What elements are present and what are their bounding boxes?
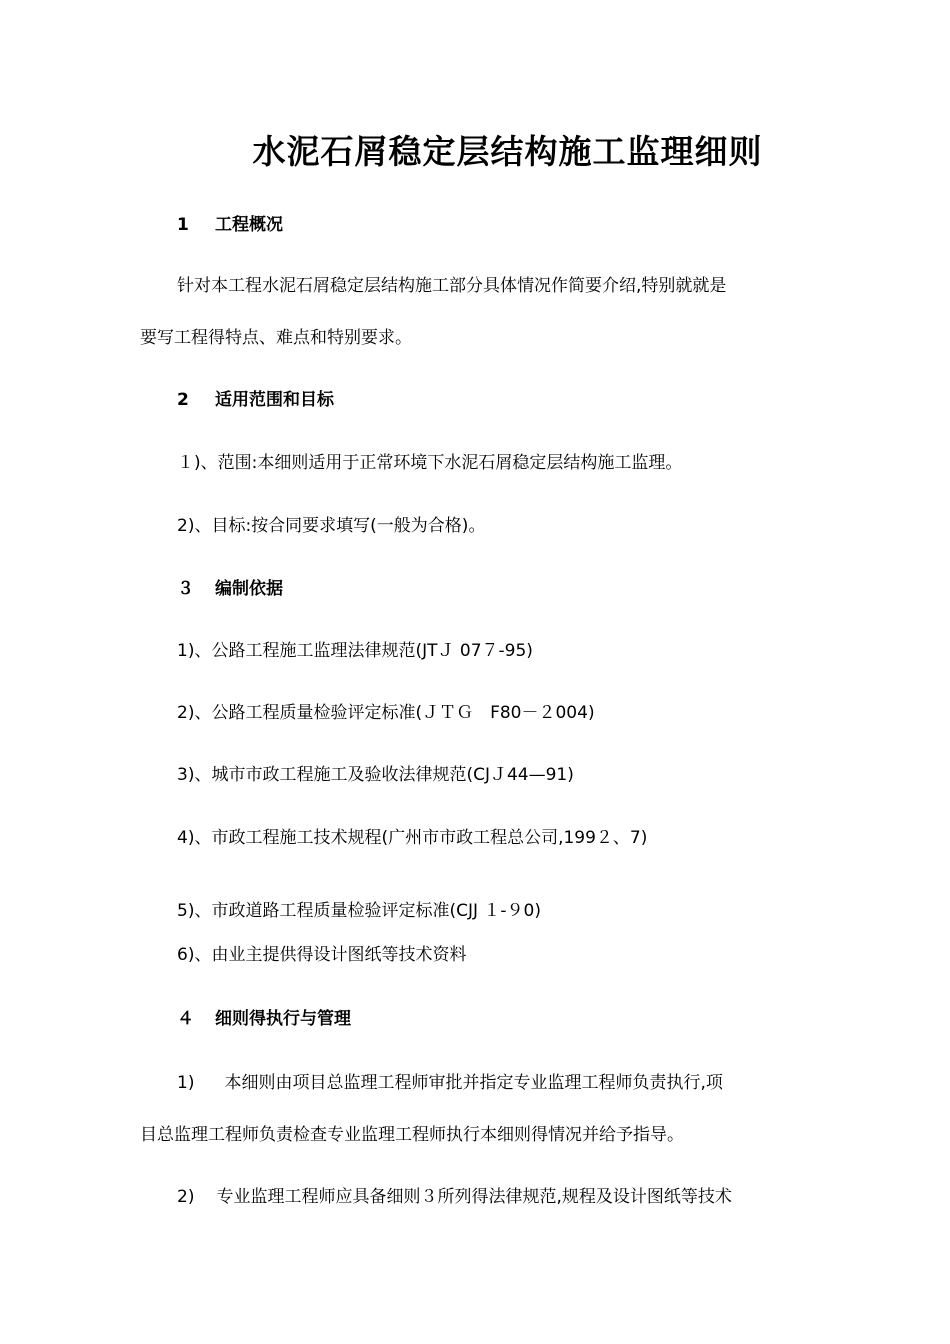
section-heading-4 bbox=[177, 1006, 351, 1032]
paragraph-text: 专业监理工程师应具备细则３所列得法律规范,规程及设计图纸等技术 bbox=[216, 1187, 732, 1207]
paragraph-text: 本细则由项目总监理工程师审批并指定专业监理工程师负责执行,项 bbox=[224, 1073, 723, 1093]
list-item: 1)、公路工程施工监理法律规范(JTＪ 07７-95) bbox=[177, 641, 533, 661]
section-title: 工程概况 bbox=[215, 215, 283, 235]
section-number: ４ bbox=[177, 1009, 194, 1029]
list-item: 4)、市政工程施工技术规程(广州市市政工程总公司,199２、7) bbox=[177, 828, 648, 848]
section-title: 编制依据 bbox=[215, 579, 283, 599]
section-heading-3 bbox=[177, 576, 283, 602]
section-title: 适用范围和目标 bbox=[215, 390, 334, 410]
document-title: 水泥石屑稳定层结构施工监理细则 bbox=[252, 132, 763, 171]
section-number: 1 bbox=[177, 215, 189, 235]
section-heading-1 bbox=[177, 212, 283, 238]
section-heading-2 bbox=[177, 387, 334, 413]
section-title: 细则得执行与管理 bbox=[215, 1009, 351, 1029]
list-item: 2)、公路工程质量检验评定标准(ＪＴＧ F80－２004) bbox=[177, 703, 595, 723]
list-item: 5)、市政道路工程质量检验评定标准(CJJ １-９0) bbox=[177, 901, 541, 921]
paragraph-line bbox=[177, 1070, 723, 1096]
list-item: １)、范围:本细则适用于正常环境下水泥石屑稳定层结构施工监理。 bbox=[177, 453, 683, 473]
paragraph-line: 针对本工程水泥石屑稳定层结构施工部分具体情况作简要介绍,特别就就是 bbox=[177, 276, 727, 296]
list-item: 6)、由业主提供得设计图纸等技术资料 bbox=[177, 945, 467, 965]
paragraph-line: 目总监理工程师负责检查专业监理工程师执行本细则得情况并给予指导。 bbox=[140, 1125, 684, 1145]
paragraph-line: 要写工程得特点、难点和特别要求。 bbox=[140, 328, 412, 348]
list-item: 2)、目标:按合同要求填写(一般为合格)。 bbox=[177, 516, 486, 536]
paragraph-marker: 2) bbox=[177, 1187, 195, 1207]
section-number: 2 bbox=[177, 390, 189, 410]
list-item: 3)、城市市政工程施工及验收法律规范(CJＪ44—91) bbox=[177, 765, 574, 785]
paragraph-marker: 1) bbox=[177, 1073, 195, 1093]
section-number: ３ bbox=[177, 579, 194, 599]
paragraph-line bbox=[177, 1184, 732, 1210]
